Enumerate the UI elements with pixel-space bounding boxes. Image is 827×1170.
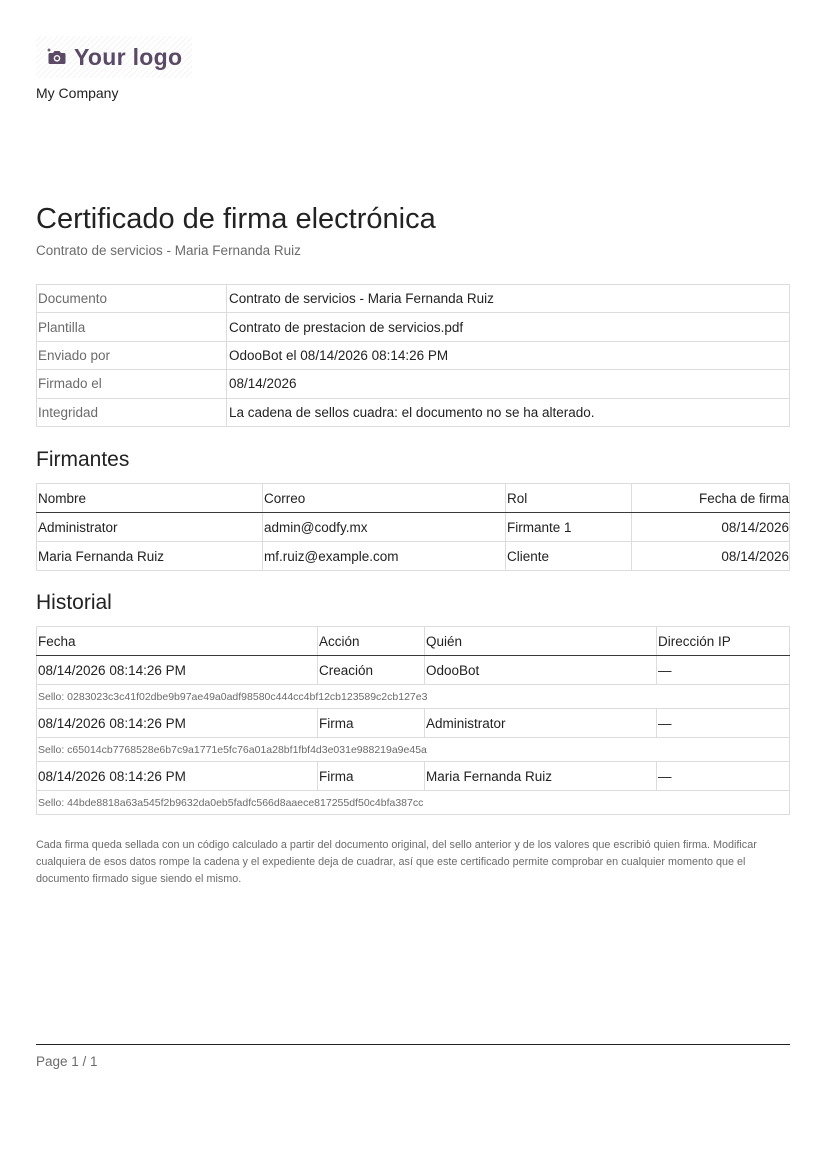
column-header: Correo xyxy=(263,484,506,513)
signer-role: Cliente xyxy=(506,542,632,571)
page-number: Page 1 / 1 xyxy=(36,1054,98,1069)
logo-text: Your logo xyxy=(74,43,183,70)
column-header: Acción xyxy=(318,627,425,656)
seal-row xyxy=(37,791,790,815)
history-heading: Historial xyxy=(36,591,112,614)
event-seal: Sello: 0283023c3c41f02dbe9b97ae49a0adf98580c444cc4bf12cb123589c2cb127e3 xyxy=(37,685,790,709)
event-who: Maria Fernanda Ruiz xyxy=(425,762,657,791)
signers-table xyxy=(36,483,790,571)
info-value: Contrato de prestacion de servicios.pdf xyxy=(227,313,790,341)
signer-name: Maria Fernanda Ruiz xyxy=(37,542,263,571)
event-seal: Sello: c65014cb7768528e6b7c9a1771e5fc76a01a28bf1fbf4d3e031e988219a9e45a xyxy=(37,738,790,762)
column-header: Nombre xyxy=(37,484,263,513)
info-label: Documento xyxy=(37,285,227,313)
table-row xyxy=(37,709,790,738)
column-header: Quién xyxy=(425,627,657,656)
info-row xyxy=(37,370,790,398)
page-title: Certificado de firma electrónica xyxy=(36,203,436,235)
event-ip: — xyxy=(657,709,790,738)
table-row xyxy=(37,762,790,791)
signer-date: 08/14/2026 xyxy=(632,542,790,571)
column-header: Rol xyxy=(506,484,632,513)
event-date: 08/14/2026 08:14:26 PM xyxy=(37,656,318,685)
event-who: OdooBot xyxy=(425,656,657,685)
signer-email: mf.ruiz@example.com xyxy=(263,542,506,571)
history-table xyxy=(36,626,790,815)
event-action: Creación xyxy=(318,656,425,685)
page-subtitle: Contrato de servicios - Maria Fernanda Ruiz xyxy=(36,243,301,258)
info-row xyxy=(37,341,790,369)
table-header-row xyxy=(37,627,790,656)
info-value: Contrato de servicios - Maria Fernanda Ruiz xyxy=(227,285,790,313)
info-value: La cadena de sellos cuadra: el documento no se ha alterado. xyxy=(227,398,790,426)
event-action: Firma xyxy=(318,762,425,791)
table-header-row xyxy=(37,484,790,513)
event-who: Administrator xyxy=(425,709,657,738)
seal-row xyxy=(37,685,790,709)
info-row xyxy=(37,285,790,313)
table-row xyxy=(37,513,790,542)
event-action: Firma xyxy=(318,709,425,738)
info-value: OdooBot el 08/14/2026 08:14:26 PM xyxy=(227,341,790,369)
column-header: Dirección IP xyxy=(657,627,790,656)
seal-row xyxy=(37,738,790,762)
table-row xyxy=(37,656,790,685)
event-date: 08/14/2026 08:14:26 PM xyxy=(37,709,318,738)
company-logo xyxy=(36,36,192,78)
info-label: Firmado el xyxy=(37,370,227,398)
info-row xyxy=(37,313,790,341)
event-ip: — xyxy=(657,762,790,791)
camera-icon xyxy=(46,46,68,68)
column-header: Fecha xyxy=(37,627,318,656)
info-row xyxy=(37,398,790,426)
signers-heading: Firmantes xyxy=(36,448,130,471)
event-date: 08/14/2026 08:14:26 PM xyxy=(37,762,318,791)
document-info-table xyxy=(36,284,790,427)
signer-name: Administrator xyxy=(37,513,263,542)
footer-divider xyxy=(36,1044,790,1045)
info-label: Enviado por xyxy=(37,341,227,369)
company-name: My Company xyxy=(36,85,119,101)
event-seal: Sello: 44bde8818a63a545f2b9632da0eb5fadfc566d8aaece817255df50c4bfa387cc xyxy=(37,791,790,815)
integrity-note: Cada firma queda sellada con un código calculado a partir del documento original, del sello anterior y de los valores que escribió quien firma. Modificar cualquiera de esos datos rompe la cadena y el expediente deja de cuadrar, así que este certificado permite comprobar en cualquier momento que el documento firmado sigue siendo el mismo. xyxy=(36,839,757,885)
signer-date: 08/14/2026 xyxy=(632,513,790,542)
table-row xyxy=(37,542,790,571)
info-label: Integridad xyxy=(37,398,227,426)
signer-role: Firmante 1 xyxy=(506,513,632,542)
column-header: Fecha de firma xyxy=(632,484,790,513)
signer-email: admin@codfy.mx xyxy=(263,513,506,542)
event-ip: — xyxy=(657,656,790,685)
info-value: 08/14/2026 xyxy=(227,370,790,398)
info-label: Plantilla xyxy=(37,313,227,341)
